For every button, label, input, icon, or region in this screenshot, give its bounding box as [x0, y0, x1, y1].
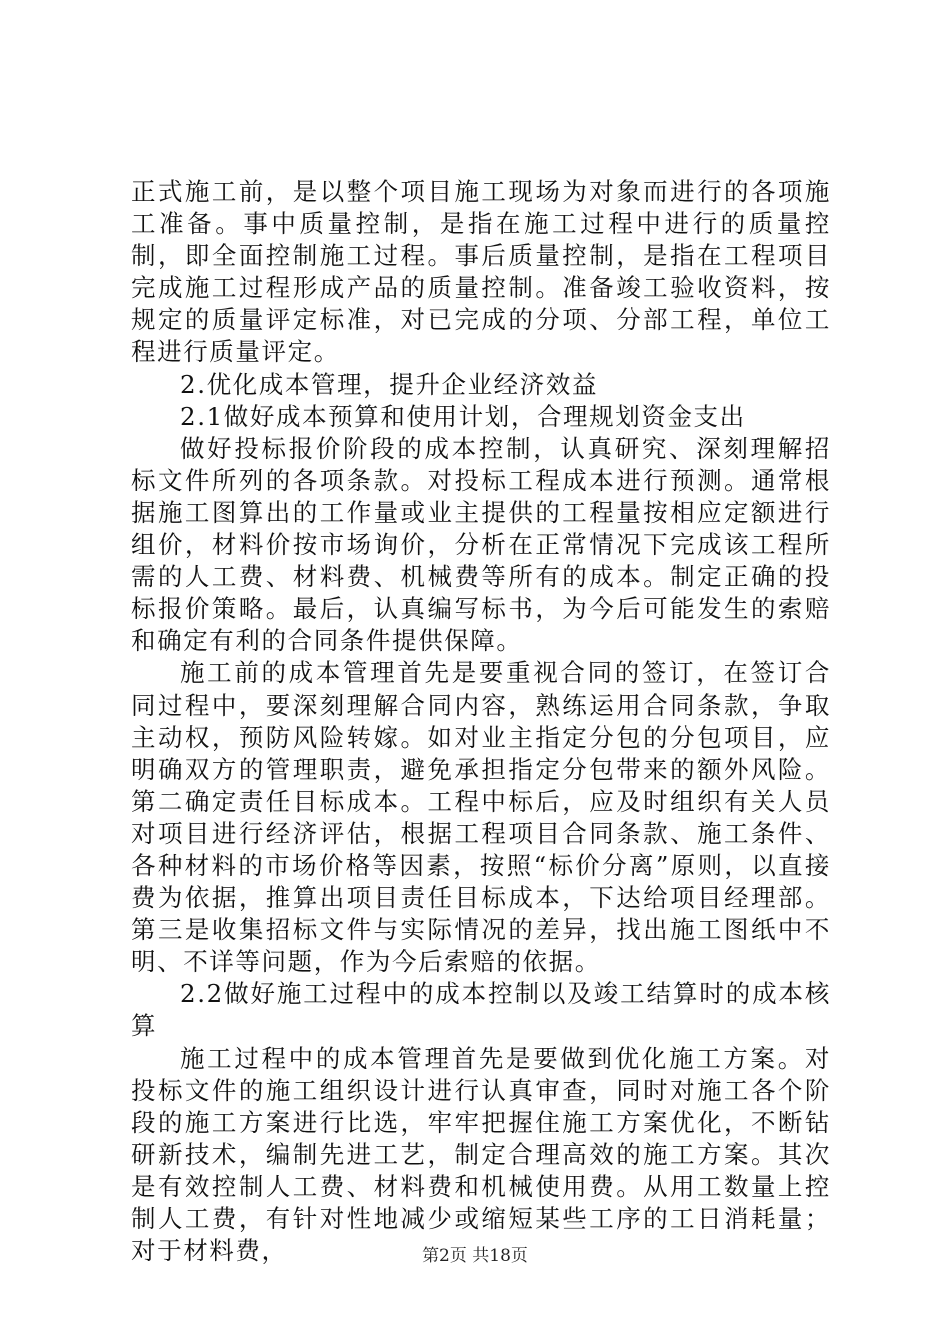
- paragraph-bid-cost-control: 做好投标报价阶段的成本控制，认真研究、深刻理解招标文件所列的各项条款。对投标工程成本进行预测。通常根据施工图算出的工作量或业主提供的工程量按相应定额进行组价，材料价按市场询价，分析在正常情况下完成该工程所需的人工费、材料费、机械费等所有的成本。制定正确的投标报价策略。最后，认真编写标书，为今后可能发生的索赔和确定有利的合同条件提供保障。: [131, 433, 831, 656]
- document-body: [131, 176, 831, 1267]
- paragraph-quality-control: 正式施工前，是以整个项目施工现场为对象而进行的各项施工准备。事中质量控制，是指在施工过程中进行的质量控制，即全面控制施工过程。事后质量控制，是指在工程项目完成施工过程形成产品的质量控制。准备竣工验收资料，按规定的质量评定标准，对已完成的分项、分部工程，单位工程进行质量评定。: [131, 177, 831, 367]
- heading-section-2: 2.优化成本管理，提升企业经济效益: [180, 369, 599, 399]
- page-footer: 第2页 共18页: [422, 1246, 528, 1266]
- heading-section-2-2: 2.2做好施工过程中的成本控制以及竣工结算时的成本核算: [131, 979, 831, 1041]
- paragraph-construction-cost: 施工过程中的成本管理首先是要做到优化施工方案。对投标文件的施工组织设计进行认真审查，同时对施工各个阶段的施工方案进行比选，牢牢把握住施工方案优化，不断钻研新技术，编制先进工艺，制定合理高效的施工方案。其次是有效控制人工费、材料费和机械使用费。从用工数量上控制人工费，有针对性地减少或缩短某些工序的工日消耗量；对于材料费，: [131, 1043, 831, 1266]
- paragraph-pre-construction-cost: 施工前的成本管理首先是要重视合同的签订，在签订合同过程中，要深刻理解合同内容，熟练运用合同条款，争取主动权，预防风险转嫁。如对业主指定分包的分包项目，应明确双方的管理职责，避免承担指定分包带来的额外风险。第二确定责任目标成本。工程中标后，应及时组织有关人员对项目进行经济评估，根据工程项目合同条款、施工条件、各种材料的市场价格等因素，按照“标价分离”原则，以直接费为依据，推算出项目责任目标成本，下达给项目经理部。第三是收集招标文件与实际情况的差异，找出施工图纸中不明、不详等问题，作为今后索赔的依据。: [131, 658, 831, 977]
- heading-section-2-1: 2.1做好成本预算和使用计划，合理规划资金支出: [180, 401, 746, 431]
